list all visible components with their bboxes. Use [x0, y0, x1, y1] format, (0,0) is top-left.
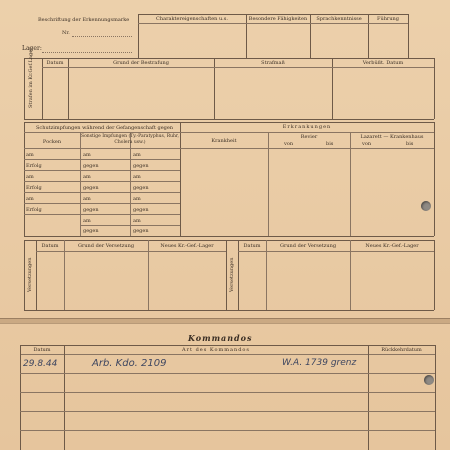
- col-charakter: Charaktereigenschaften u.s.: [156, 16, 228, 22]
- vers-left-col-datum: Datum: [41, 243, 59, 249]
- impf-row-4-a: am: [26, 196, 34, 202]
- erkrankungen-col-krankheit: Krankheit: [211, 138, 237, 144]
- strafen-col-strafmass: Strafmaß: [261, 60, 285, 66]
- label-nr: Nr.: [62, 30, 70, 36]
- nr-line: [72, 36, 132, 37]
- kommandos-col-datum: Datum: [33, 347, 51, 353]
- vers-right-col-grund: Grund der Versetzung: [279, 243, 337, 249]
- impf-row-5-c: gegen: [133, 207, 149, 213]
- impf-row-6-b: am: [83, 218, 91, 224]
- impf-row-5-a: Erfolg: [26, 207, 42, 213]
- impf-row-0-c: am: [133, 152, 141, 158]
- kommando-entry-note: W.A. 1739 grenz: [282, 358, 357, 368]
- kommandos-col-rueckkehr: Rückkehrdatum: [381, 347, 422, 353]
- versetzungen-side-label-left: Versetzungen: [27, 257, 33, 292]
- impf-row-3-b: gegen: [83, 185, 99, 191]
- impf-row-2-c: am: [133, 174, 141, 180]
- strafen-col-datum: Datum: [46, 60, 64, 66]
- label-lager: Lager:: [22, 45, 42, 52]
- strafen-col-verbuesst: Verbüßt. Datum: [362, 60, 404, 66]
- impf-row-0-b: am: [83, 152, 91, 158]
- impf-row-0-a: am: [26, 152, 34, 158]
- impf-row-1-b: gegen: [83, 163, 99, 169]
- punch-hole-top: [421, 201, 431, 211]
- erkrankungen-header: Erkrankungen: [282, 124, 332, 130]
- impf-row-1-c: gegen: [133, 163, 149, 169]
- col-fuehrung: Führung: [377, 16, 399, 22]
- col-faehigkeiten: Besondere Fähigkeiten: [248, 16, 308, 22]
- impfungen-col-sonstige: Sonstige Impfungen (Ty.-Paratyphus, Ruhr, Cholera usw.): [81, 134, 179, 145]
- kommandos-title: Kommandos: [188, 333, 253, 343]
- kommando-entry-art: Arb. Kdo. 2109: [92, 358, 167, 369]
- revier-von: von: [284, 141, 294, 147]
- impf-row-2-a: am: [26, 174, 34, 180]
- impfungen-header: Schutzimpfungen während der Gefangenschaft gegen: [36, 125, 174, 131]
- lazarett-bis: bis: [406, 141, 414, 147]
- revier-bis: bis: [326, 141, 334, 147]
- punch-hole-bottom: [424, 375, 434, 385]
- lazarett-von: von: [362, 141, 372, 147]
- col-sprachkenntnisse: Sprachkenntnisse: [316, 16, 362, 22]
- impf-row-4-b: am: [83, 196, 91, 202]
- impf-row-3-a: Erfolg: [26, 185, 42, 191]
- impf-row-7-b: gegen: [83, 228, 99, 234]
- lager-line: [42, 52, 132, 53]
- erkrankungen-col-lazarett: Lazarett — Krankenhaus: [360, 134, 424, 140]
- versetzungen-side-label-right: Versetzungen: [229, 257, 235, 292]
- strafen-col-grund: Grund der Bestrafung: [113, 60, 169, 66]
- impf-row-4-c: am: [133, 196, 141, 202]
- vers-left-col-grund: Grund der Versetzung: [77, 243, 135, 249]
- vers-right-col-lager: Neues Kr.-Gef.-Lager: [365, 243, 419, 249]
- label-beschriftung: Beschriftung der Erkennungsmarke: [38, 17, 130, 23]
- kommando-entry-date: 29.8.44: [23, 359, 58, 369]
- impf-row-3-c: gegen: [133, 185, 149, 191]
- impf-row-6-c: am: [133, 218, 141, 224]
- impf-row-7-c: gegen: [133, 228, 149, 234]
- impf-row-1-a: Erfolg: [26, 163, 42, 169]
- erkrankungen-col-revier: Revier: [300, 134, 318, 140]
- impf-row-5-b: gegen: [83, 207, 99, 213]
- card-fold: [0, 318, 450, 324]
- vers-right-col-datum: Datum: [243, 243, 261, 249]
- strafen-side-label: Strafen im Kr.Gef.Lager: [28, 47, 34, 108]
- vers-left-col-lager: Neues Kr.-Gef.-Lager: [160, 243, 214, 249]
- impfungen-col-pocken: Pocken: [42, 139, 62, 145]
- impf-row-2-b: am: [83, 174, 91, 180]
- kommandos-col-art: Art des Kommandos: [182, 347, 250, 353]
